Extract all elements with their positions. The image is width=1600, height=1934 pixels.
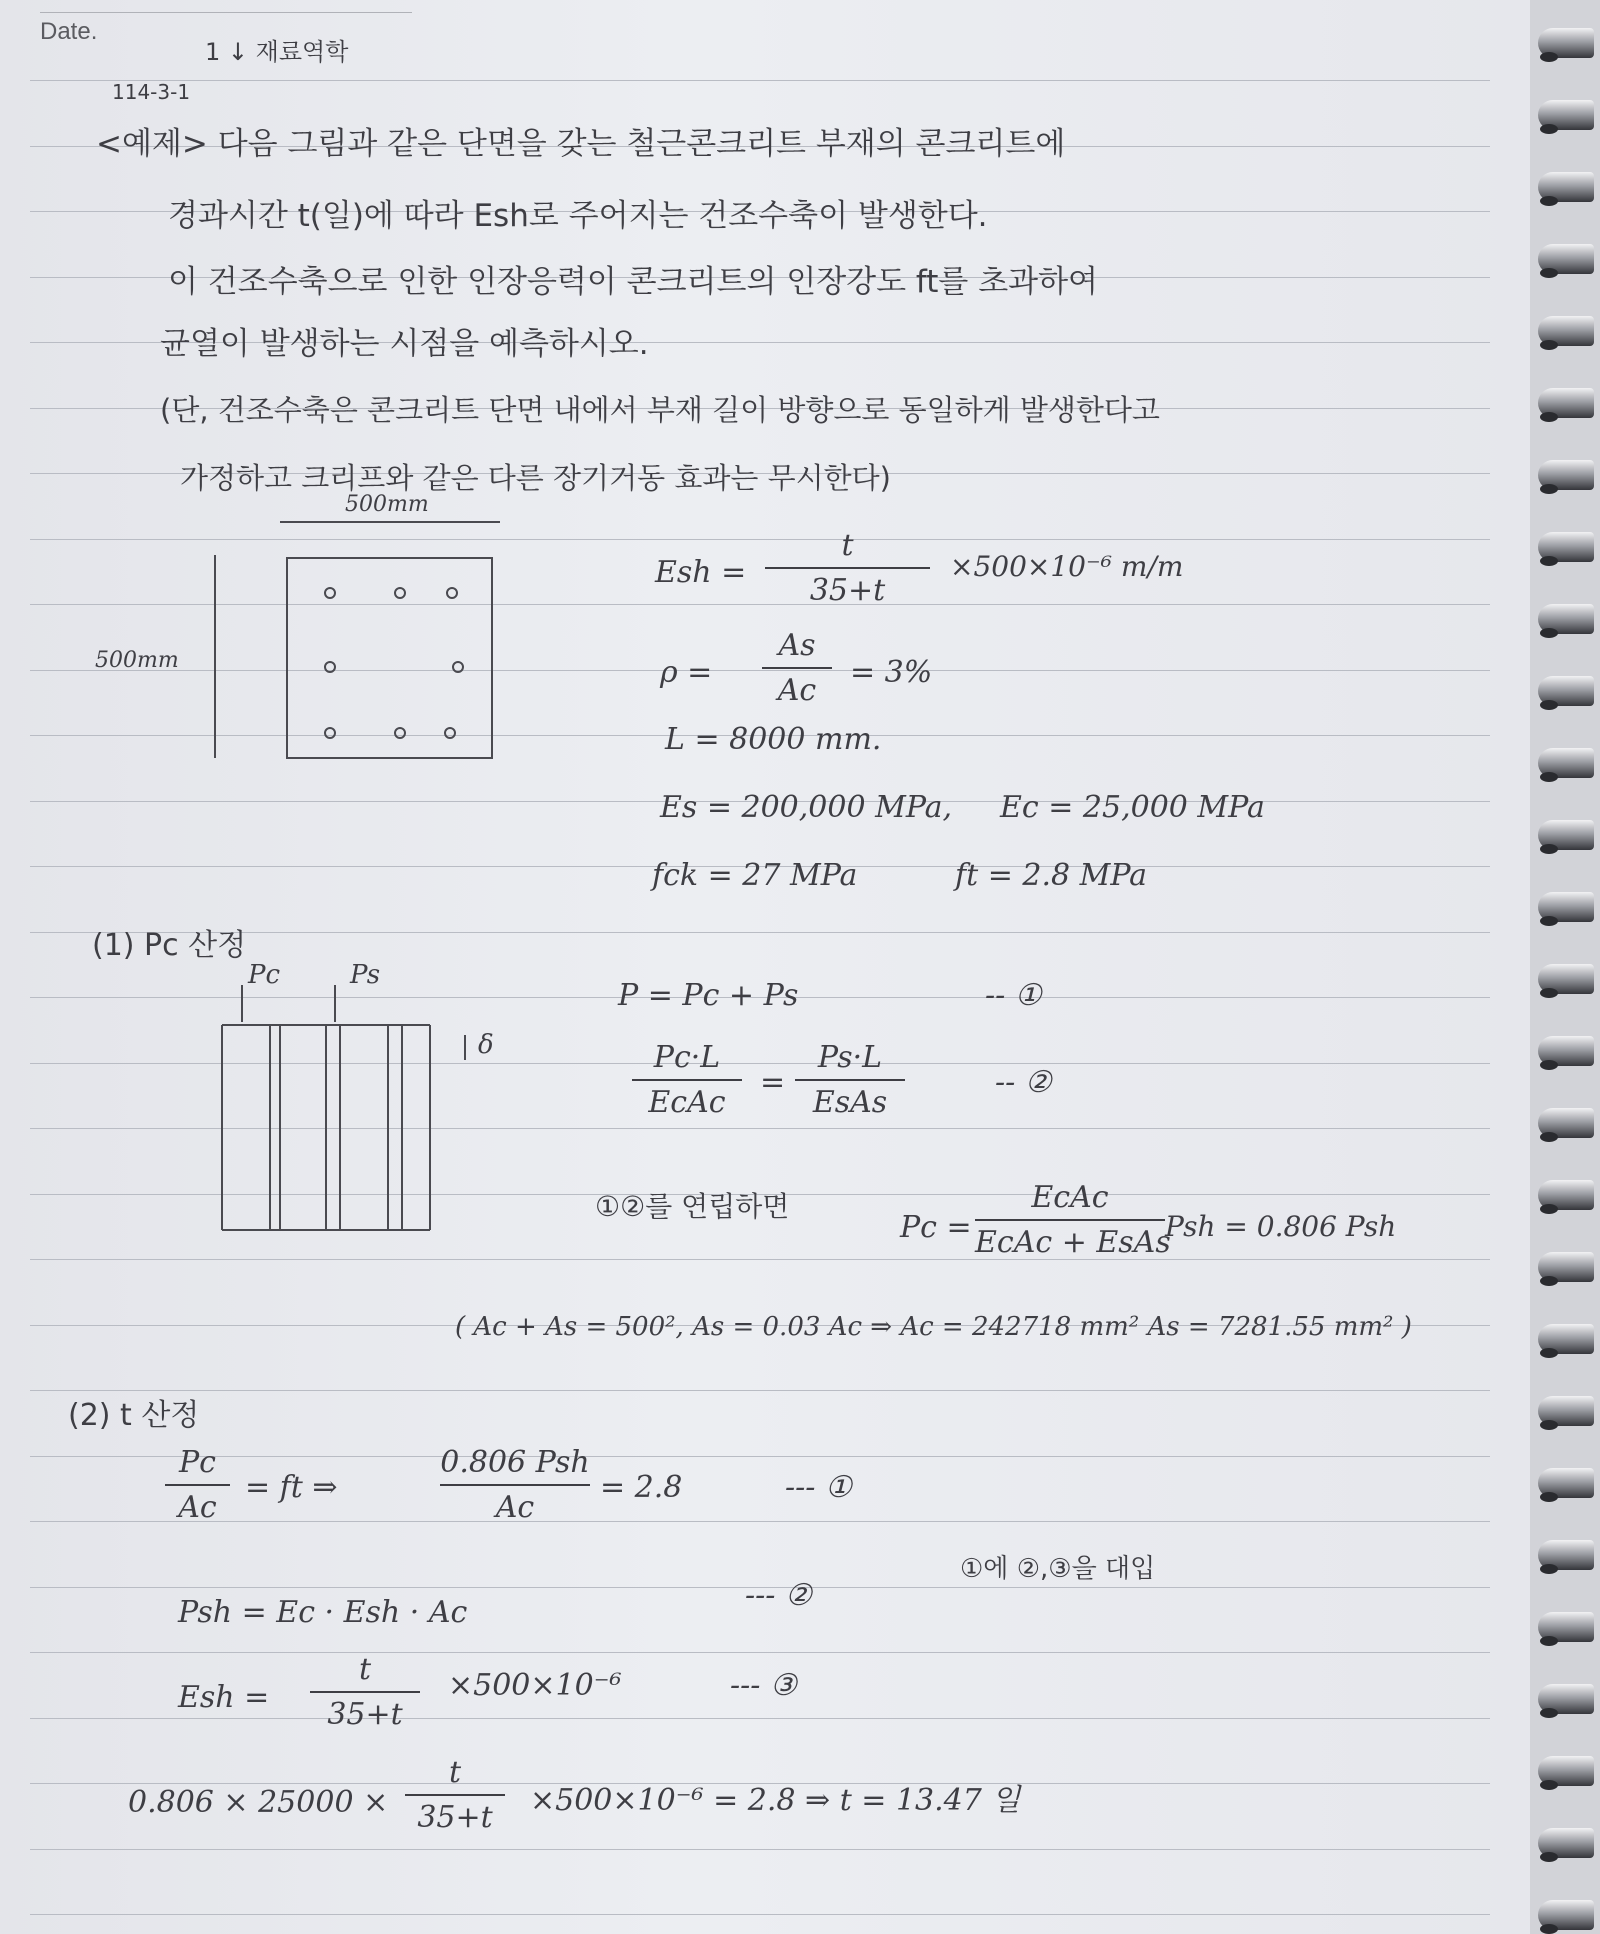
spiral-ring (1538, 1684, 1594, 1714)
esh-lhs: Esh = (655, 555, 747, 590)
problem-line-2: 경과시간 t(일)에 따라 Esh로 주어지는 건조수축이 발생한다. (168, 198, 988, 234)
spiral-ring (1538, 1900, 1594, 1930)
es-value: Es = 200,000 MPa, (660, 790, 953, 825)
subject-note: 1 ↓ 재료역학 (205, 38, 349, 66)
part1-title: (1) Pc 산정 (92, 928, 247, 963)
spiral-ring (1538, 1612, 1594, 1642)
spiral-ring (1538, 1324, 1594, 1354)
final-den: 35+t (417, 1800, 493, 1835)
ps-label: Ps (350, 960, 381, 990)
spiral-ring (1538, 1396, 1594, 1426)
pc-label: Pc (248, 960, 281, 990)
problem-line-4: 균열이 발생하는 시점을 예측하시오. (160, 326, 649, 362)
final-num: t (448, 1755, 462, 1790)
date-label: Date. (40, 18, 98, 45)
l1-den: Ac (178, 1490, 217, 1525)
spiral-ring (1538, 892, 1594, 922)
spiral-ring (1538, 1036, 1594, 1066)
spiral-ring (1538, 820, 1594, 850)
esh-rhs: ×500×10⁻⁶ m/m (950, 550, 1184, 583)
spiral-ring (1538, 1252, 1594, 1282)
spiral-ring (1538, 532, 1594, 562)
spiral-ring (1538, 1468, 1594, 1498)
l3-rhs: ×500×10⁻⁶ (448, 1668, 622, 1703)
eq2-num-right: Ps·L (817, 1040, 883, 1075)
l3-lhs: Esh = (178, 1680, 270, 1715)
eq2-den-left: EcAc (648, 1085, 726, 1120)
l1-num2: 0.806 Psh (440, 1445, 590, 1480)
eq2-right-fraction (795, 1040, 905, 1120)
problem-line-1: <예제> 다음 그림과 같은 단면을 갖는 철근콘크리트 부재의 콘크리트에 (96, 126, 1066, 162)
problem-line-5: (단, 건조수축은 콘크리트 단면 내에서 부재 길이 방향으로 동일하게 발생한다고 (160, 393, 1160, 427)
area-line: ( Ac + As = 500², As = 0.03 Ac ⇒ Ac = 242718 mm² As = 7281.55 mm² ) (455, 1312, 1412, 1342)
l1-tag: --- ① (785, 1470, 852, 1505)
spiral-ring (1538, 964, 1594, 994)
delta-label: δ (478, 1030, 494, 1060)
spiral-ring (1538, 460, 1594, 490)
spiral-ring (1538, 388, 1594, 418)
problem-line-6: 가정하고 크리프와 같은 다른 장기거동 효과는 무시한다) (180, 461, 891, 495)
ec-value: Ec = 25,000 MPa (1000, 790, 1265, 825)
spiral-ring (1538, 604, 1594, 634)
fck-value: fck = 27 MPa (652, 858, 858, 893)
l1-num: Pc (179, 1445, 216, 1480)
ft-value: ft = 2.8 MPa (955, 858, 1148, 893)
final-lhs: 0.806 × 25000 × (128, 1785, 389, 1820)
pc-num: EcAc (1031, 1180, 1109, 1215)
substitution-note: ①에 ②,③을 대입 (960, 1554, 1156, 1584)
l2: Psh = Ec · Esh · Ac (178, 1595, 468, 1630)
rho-num: As (778, 628, 816, 663)
spiral-ring (1538, 676, 1594, 706)
l3-num: t (358, 1652, 372, 1687)
l1-rhs: = 2.8 (600, 1470, 683, 1505)
pc-lhs: Pc = (900, 1210, 972, 1245)
problem-ref: 114-3-1 (112, 80, 191, 104)
problem-line-3: 이 건조수축으로 인한 인장응력이 콘크리트의 인장강도 ft를 초과하여 (168, 264, 1098, 300)
eq2-left-fraction (632, 1040, 742, 1120)
spiral-ring (1538, 1540, 1594, 1570)
rho-lhs: ρ = (660, 655, 713, 690)
eq2-den-right: EsAs (812, 1085, 888, 1120)
part2-title: (2) t 산정 (68, 1398, 200, 1433)
spiral-ring (1538, 100, 1594, 130)
l2-tag: --- ② (745, 1578, 812, 1613)
eq2-equals: = (760, 1065, 786, 1100)
final-rhs: ×500×10⁻⁶ = 2.8 ⇒ t = 13.47 일 (530, 1783, 1021, 1818)
eq1-tag: -- ① (985, 978, 1042, 1013)
esh-num: t (841, 528, 854, 563)
l1-fraction-left (165, 1445, 230, 1525)
l3-tag: --- ③ (730, 1668, 797, 1703)
l1-mid: = ft ⇒ (245, 1470, 338, 1505)
pc-den: EcAc + EsAs (975, 1225, 1171, 1260)
l3-den: 35+t (327, 1697, 403, 1732)
rebar-dots (325, 588, 463, 738)
l1-fraction-right (440, 1445, 590, 1525)
pc-fraction (975, 1180, 1171, 1260)
spiral-ring (1538, 316, 1594, 346)
eq2-num-left: Pc·L (653, 1040, 721, 1075)
spiral-ring (1538, 1828, 1594, 1858)
cross-section-box (287, 558, 492, 758)
final-fraction (405, 1755, 505, 1835)
rho-fraction (762, 628, 832, 708)
spiral-ring (1538, 748, 1594, 778)
rho-rhs: = 3% (850, 655, 933, 690)
spiral-binding (1530, 0, 1600, 1934)
l3-fraction (310, 1652, 420, 1732)
height-label: 500mm (95, 648, 179, 673)
spiral-ring (1538, 1180, 1594, 1210)
combine-note: ①②를 연립하면 (595, 1190, 790, 1223)
eq1: P = Pc + Ps (618, 978, 799, 1013)
length-value: L = 8000 mm. (665, 722, 882, 757)
l1-den2: Ac (495, 1490, 535, 1525)
rho-den: Ac (777, 673, 817, 708)
spiral-ring (1538, 1756, 1594, 1786)
spiral-ring (1538, 244, 1594, 274)
eq2-tag: -- ② (995, 1065, 1052, 1100)
spiral-ring (1538, 28, 1594, 58)
esh-den: 35+t (809, 573, 886, 608)
width-label: 500mm (345, 492, 429, 517)
spiral-ring (1538, 172, 1594, 202)
spiral-ring (1538, 1108, 1594, 1138)
esh-fraction (765, 528, 930, 608)
pc-rhs: Psh = 0.806 Psh (1165, 1210, 1397, 1243)
